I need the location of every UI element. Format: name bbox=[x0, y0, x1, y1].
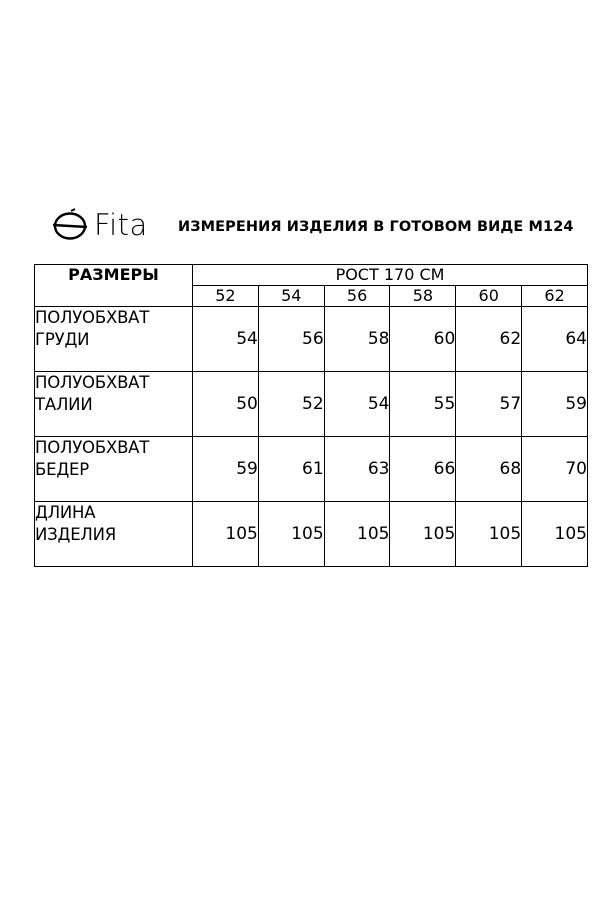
value-cell: 105 bbox=[324, 502, 390, 567]
metric-label bbox=[35, 502, 193, 567]
table-header-row bbox=[35, 265, 588, 286]
size-header-cell: 58 bbox=[390, 286, 456, 307]
metric-label bbox=[35, 372, 193, 437]
metric-label-line: ИЗДЕЛИЯ bbox=[35, 525, 117, 544]
metric-label-line: ПОЛУОБХВАТ bbox=[35, 438, 150, 457]
size-header-cell: 56 bbox=[324, 286, 390, 307]
value-cell: 54 bbox=[324, 372, 390, 437]
brand-logo bbox=[50, 205, 148, 245]
metric-label bbox=[35, 437, 193, 502]
value-cell: 105 bbox=[522, 502, 588, 567]
value-cell: 66 bbox=[390, 437, 456, 502]
value-cell: 54 bbox=[193, 307, 259, 372]
metric-label-line: БЕДЕР bbox=[35, 460, 90, 479]
size-header-cell: 60 bbox=[456, 286, 522, 307]
table-row-waist bbox=[35, 372, 588, 437]
sizes-column-header: РАЗМЕРЫ bbox=[35, 265, 193, 307]
value-cell: 105 bbox=[258, 502, 324, 567]
value-cell: 55 bbox=[390, 372, 456, 437]
table-row-length bbox=[35, 502, 588, 567]
metric-label-line: ПОЛУОБХВАТ bbox=[35, 373, 150, 392]
metric-label-line: ГРУДИ bbox=[35, 330, 90, 349]
value-cell: 56 bbox=[258, 307, 324, 372]
metric-label-line: ТАЛИИ bbox=[35, 395, 93, 414]
metric-label-line: ПОЛУОБХВАТ bbox=[35, 308, 150, 327]
size-header-cell: 54 bbox=[258, 286, 324, 307]
value-cell: 68 bbox=[456, 437, 522, 502]
metric-label-line: ДЛИНА bbox=[35, 503, 96, 522]
page-header bbox=[50, 205, 590, 245]
value-cell: 63 bbox=[324, 437, 390, 502]
value-cell: 57 bbox=[456, 372, 522, 437]
value-cell: 64 bbox=[522, 307, 588, 372]
theta-mark-icon bbox=[50, 208, 90, 242]
size-chart-table bbox=[34, 264, 588, 567]
height-header: РОСТ 170 СМ bbox=[193, 265, 588, 286]
metric-label bbox=[35, 307, 193, 372]
table-row-chest bbox=[35, 307, 588, 372]
value-cell: 105 bbox=[193, 502, 259, 567]
value-cell: 58 bbox=[324, 307, 390, 372]
value-cell: 60 bbox=[390, 307, 456, 372]
value-cell: 105 bbox=[456, 502, 522, 567]
value-cell: 105 bbox=[390, 502, 456, 567]
value-cell: 52 bbox=[258, 372, 324, 437]
document-title: ИЗМЕРЕНИЯ ИЗДЕЛИЯ В ГОТОВОМ ВИДЕ М124 bbox=[178, 219, 574, 235]
brand-name: Fita bbox=[94, 208, 148, 242]
table-row-hips bbox=[35, 437, 588, 502]
size-header-cell: 62 bbox=[522, 286, 588, 307]
value-cell: 50 bbox=[193, 372, 259, 437]
value-cell: 61 bbox=[258, 437, 324, 502]
value-cell: 62 bbox=[456, 307, 522, 372]
value-cell: 70 bbox=[522, 437, 588, 502]
size-header-cell: 52 bbox=[193, 286, 259, 307]
value-cell: 59 bbox=[522, 372, 588, 437]
value-cell: 59 bbox=[193, 437, 259, 502]
